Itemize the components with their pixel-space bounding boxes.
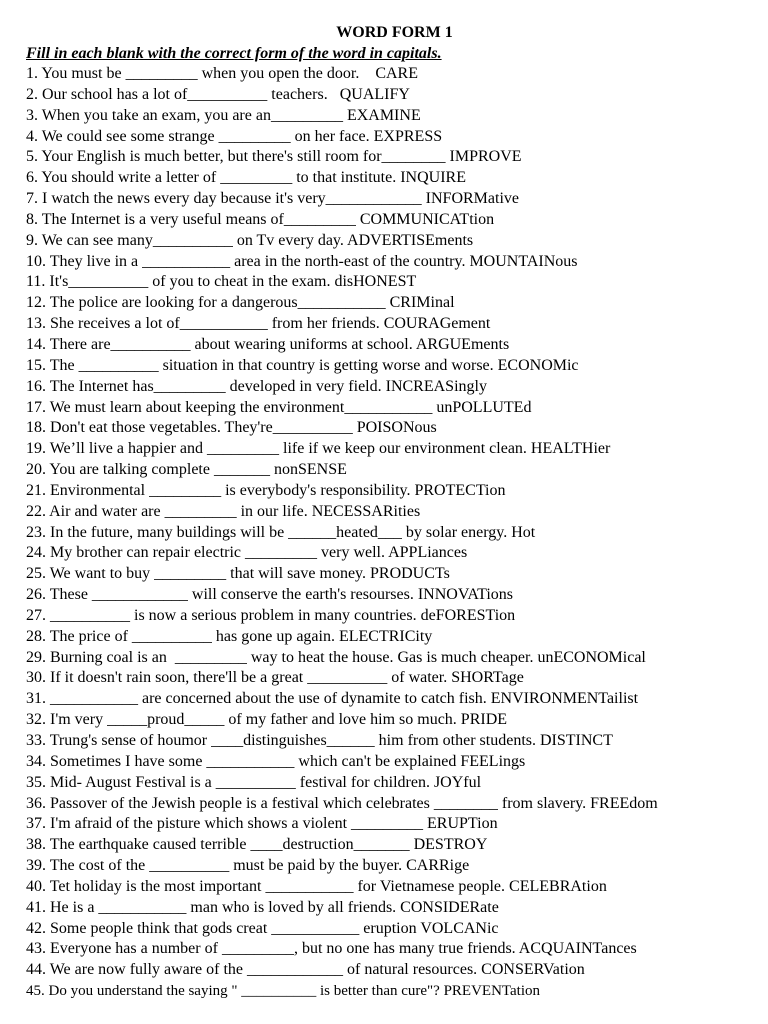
question-item: 41. He is a ___________ man who is loved by all friends. CONSIDERate bbox=[26, 898, 499, 916]
question-list bbox=[26, 64, 761, 1002]
question-item: 16. The Internet has_________ developed in very field. INCREASingly bbox=[26, 377, 487, 395]
question-item: 31. ___________ are concerned about the use of dynamite to catch fish. ENVIRONMENTailist bbox=[26, 690, 639, 708]
question-item: 35. Mid- August Festival is a __________ festival for children. JOYful bbox=[26, 773, 482, 791]
question-item: 24. My brother can repair electric _________ very well. APPLiances bbox=[26, 544, 468, 562]
question-item: 2. Our school has a lot of__________ teachers. QUALIFY bbox=[26, 85, 410, 103]
question-item: 32. I'm very _____proud_____ of my father and love him so much. PRIDE bbox=[26, 711, 508, 729]
question-item: 4. We could see some strange _________ on her face. EXPRESS bbox=[26, 127, 443, 145]
question-item: 25. We want to buy _________ that will save money. PRODUCTs bbox=[26, 565, 450, 583]
question-item: 7. I watch the news every day because it's very____________ INFORMative bbox=[26, 190, 519, 208]
question-item: 1. You must be _________ when you open the door. CARE bbox=[26, 65, 418, 82]
question-item: 19. We’ll live a happier and _________ life if we keep our environment clean. HEALTHier bbox=[26, 440, 611, 458]
question-item: 14. There are__________ about wearing uniforms at school. ARGUEments bbox=[26, 335, 510, 353]
question-item: 38. The earthquake caused terrible ____destruction_______ DESTROY bbox=[26, 836, 488, 854]
question-item: 11. It's__________ of you to cheat in the exam. disHONEST bbox=[26, 273, 417, 291]
question-item: 27. __________ is now a serious problem in many countries. deFORESTion bbox=[26, 606, 516, 624]
question-item: 18. Don't eat those vegetables. They're__________ POISONous bbox=[26, 419, 437, 437]
question-item: 22. Air and water are _________ in our life. NECESSARities bbox=[26, 502, 421, 520]
question-item: 37. I'm afraid of the pisture which shows a violent _________ ERUPTion bbox=[26, 815, 498, 833]
question-item: 21. Environmental _________ is everybody's responsibility. PROTECTion bbox=[26, 481, 506, 499]
question-item: 17. We must learn about keeping the environment___________ unPOLLUTEd bbox=[26, 398, 532, 416]
question-item: 45. Do you understand the saying " __________ is better than cure"? PREVENTation bbox=[26, 983, 541, 1000]
question-item: 15. The __________ situation in that country is getting worse and worse. ECONOMic bbox=[26, 356, 579, 374]
question-item: 42. Some people think that gods creat ___________ eruption VOLCANic bbox=[26, 919, 499, 937]
question-item: 39. The cost of the __________ must be paid by the buyer. CARRige bbox=[26, 857, 470, 875]
worksheet-title: WORD FORM 1 bbox=[336, 24, 453, 41]
question-item: 30. If it doesn't rain soon, there'll be a great __________ of water. SHORTage bbox=[26, 669, 524, 687]
question-item: 9. We can see many__________ on Tv every day. ADVERTISEments bbox=[26, 231, 474, 249]
question-item: 10. They live in a ___________ area in the north-east of the country. MOUNTAINous bbox=[26, 252, 578, 270]
question-item: 13. She receives a lot of___________ from her friends. COURAGement bbox=[26, 315, 491, 333]
question-item: 20. You are talking complete _______ nonSENSE bbox=[26, 461, 347, 479]
worksheet-page bbox=[26, 22, 761, 1002]
question-item: 28. The price of __________ has gone up again. ELECTRICity bbox=[26, 627, 433, 645]
question-item: 26. These ____________ will conserve the earth's resourses. INNOVATions bbox=[26, 586, 513, 604]
question-item: 29. Burning coal is an _________ way to heat the house. Gas is much cheaper. unECONOMical bbox=[26, 648, 646, 666]
question-item: 34. Sometimes I have some ___________ which can't be explained FEELings bbox=[26, 752, 526, 770]
question-item: 33. Trung's sense of houmor ____distinguishes______ him from other students. DISTINCT bbox=[26, 732, 613, 749]
question-item: 40. Tet holiday is the most important ___________ for Vietnamese people. CELEBRAtion bbox=[26, 877, 607, 895]
question-item: 36. Passover of the Jewish people is a festival which celebrates ________ from slavery. FREEdom bbox=[26, 794, 658, 812]
question-item: 5. Your English is much better, but there's still room for________ IMPROVE bbox=[26, 148, 522, 166]
question-item: 3. When you take an exam, you are an_________ EXAMINE bbox=[26, 106, 421, 124]
question-item: 8. The Internet is a very useful means of_________ COMMUNICATtion bbox=[26, 210, 495, 228]
question-item: 44. We are now fully aware of the ____________ of natural resources. CONSERVation bbox=[26, 961, 585, 979]
question-item: 43. Everyone has a number of _________, but no one has many true friends. ACQUAINTances bbox=[26, 940, 637, 958]
worksheet-instruction: Fill in each blank with the correct form of the word in capitals. bbox=[26, 45, 442, 62]
question-item: 23. In the future, many buildings will be ______heated___ by solar energy. Hot bbox=[26, 523, 536, 541]
question-item: 6. You should write a letter of _________ to that institute. INQUIRE bbox=[26, 169, 466, 187]
question-item: 12. The police are looking for a dangerous___________ CRIMinal bbox=[26, 294, 455, 312]
